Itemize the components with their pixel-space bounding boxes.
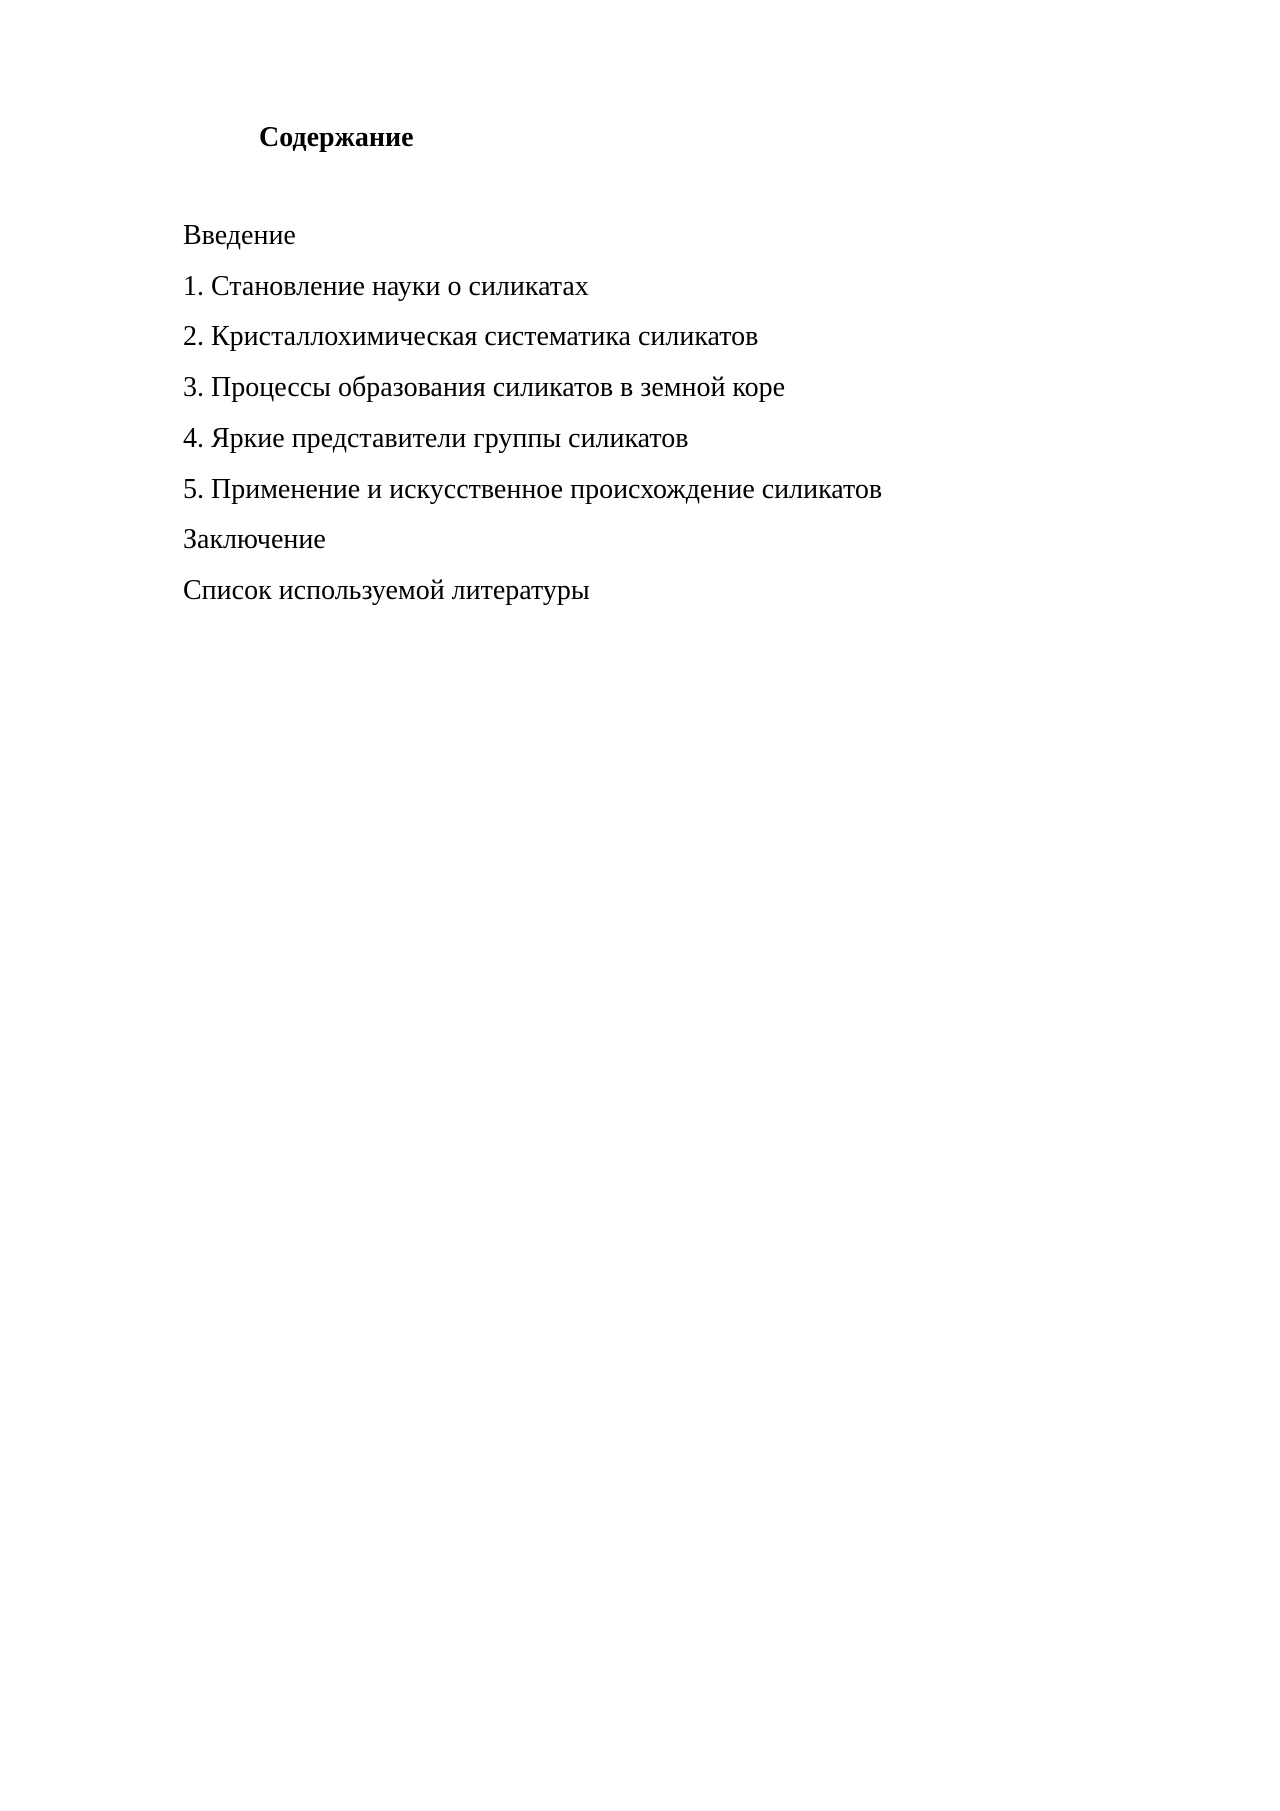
- toc-item-chapter-1: 1. Становление науки о силикатах: [183, 270, 589, 302]
- toc-item-introduction: Введение: [183, 220, 296, 251]
- toc-item-chapter-3: 3. Процессы образования силикатов в земной коре: [183, 372, 786, 404]
- toc-item-chapter-5: 5. Применение и искусственное происхождение силикатов: [183, 473, 883, 505]
- toc-item-references: Список используемой литературы: [183, 574, 590, 606]
- toc-list: [183, 211, 882, 617]
- toc-item-chapter-4: 4. Яркие представители группы силикатов: [183, 422, 689, 454]
- toc-item-conclusion: Заключение: [183, 524, 326, 556]
- toc-item-chapter-2: 2. Кристаллохимическая систематика силикатов: [183, 321, 759, 353]
- toc-title: Содержание: [259, 122, 414, 153]
